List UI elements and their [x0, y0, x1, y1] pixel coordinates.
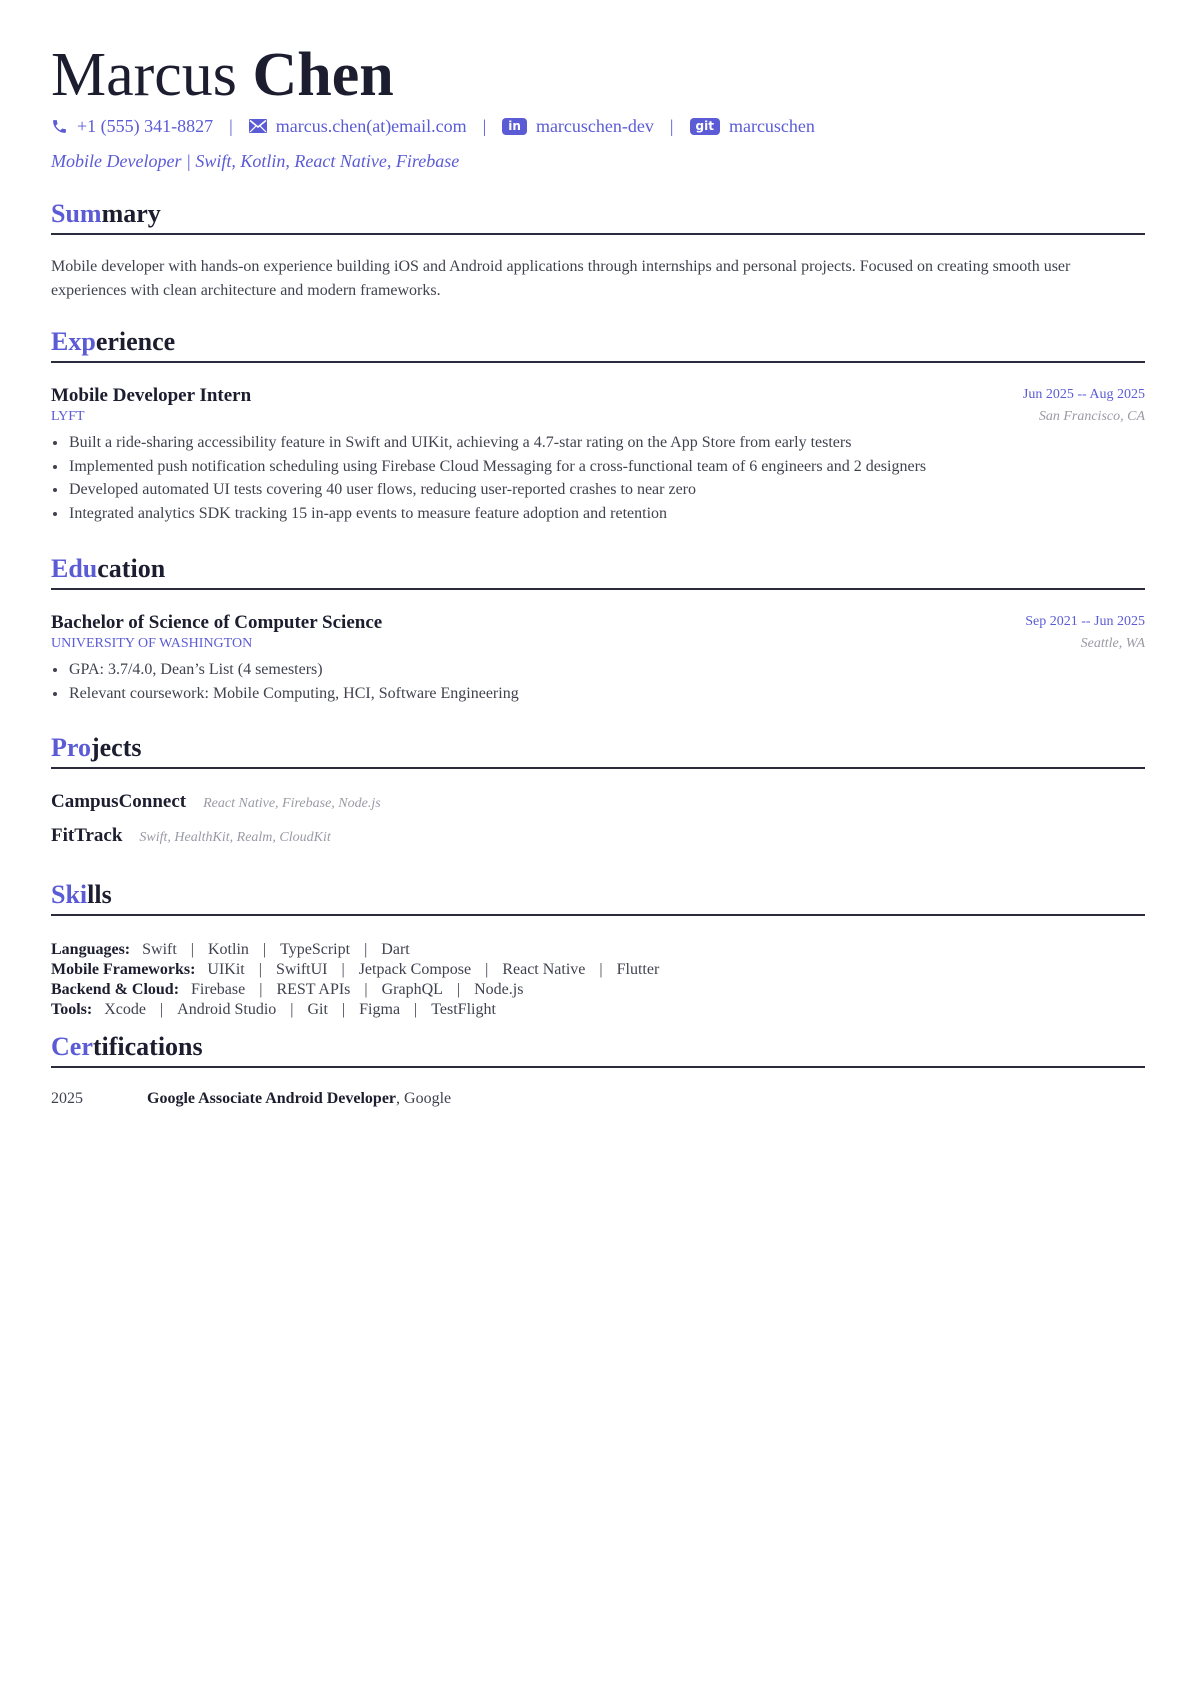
skill-separator: | [290, 1001, 294, 1018]
heading-rest: tifications [92, 1032, 203, 1061]
summary-text: Mobile developer with hands-on experience building iOS and Android applications through internships and personal projects. Focused on creating smooth user experiences with clean architecture and modern frameworks. [51, 258, 1071, 299]
skill-item: Figma [359, 1001, 401, 1018]
education-bullets [51, 658, 1145, 705]
skill-category: Mobile Frameworks: [51, 961, 196, 978]
certification-name: Google Associate Android Developer [147, 1090, 397, 1107]
company-name: LYFT [51, 409, 85, 424]
heading-accent: Cer [51, 1032, 93, 1061]
first-name: Marcus [51, 41, 237, 109]
skill-item: TestFlight [431, 1001, 496, 1018]
bullet-item: Integrated analytics SDK tracking 15 in-app events to measure feature adoption and retention [51, 502, 1145, 526]
job-title: Mobile Developer Intern [51, 385, 252, 406]
skill-item: Swift [142, 941, 177, 958]
section-heading [51, 327, 1145, 363]
section-heading [51, 554, 1145, 590]
skill-separator: | [341, 1001, 346, 1018]
contact-separator: | [229, 115, 233, 136]
linkedin-icon: in [502, 118, 527, 135]
education-dates: Sep 2021 -- Jun 2025 [1025, 614, 1145, 629]
experience-section [51, 327, 1145, 525]
skill-row [51, 980, 1145, 1000]
contact-separator: | [482, 115, 487, 136]
project-item [51, 791, 1145, 813]
certification-issuer: , Google [396, 1090, 452, 1107]
skill-separator: | [414, 1001, 418, 1018]
education-location: Seattle, WA [1080, 636, 1145, 651]
experience-bullets [51, 431, 1145, 525]
skill-item: REST APIs [276, 981, 351, 998]
phone-text: +1 (555) 341-8827 [77, 115, 214, 136]
skill-item: Firebase [191, 981, 246, 998]
certification-year: 2025 [51, 1090, 83, 1107]
project-item [51, 825, 1145, 847]
skill-category: Backend & Cloud: [51, 981, 180, 998]
bullet-item: Relevant coursework: Mobile Computing, HCI, Software Engineering [51, 682, 1145, 706]
skill-item: Node.js [474, 981, 524, 998]
headline: Mobile Developer | Swift, Kotlin, React Native, Firebase [51, 151, 460, 171]
skill-separator: | [599, 961, 603, 978]
skill-row [51, 960, 1145, 980]
heading-accent: Ski [51, 880, 88, 909]
section-heading [51, 199, 1145, 235]
skill-row [51, 1000, 1145, 1020]
summary-section [51, 199, 1145, 303]
contact-bar [51, 113, 815, 139]
section-heading [51, 880, 1145, 916]
skill-separator: | [159, 1001, 164, 1018]
heading-rest: erience [95, 327, 176, 356]
skill-item: Xcode [104, 1001, 146, 1018]
envelope-icon [249, 119, 267, 133]
heading-accent: Edu [51, 554, 98, 583]
skill-category: Tools: [51, 1001, 93, 1018]
skill-separator: | [341, 961, 345, 978]
heading-accent: Pro [51, 733, 91, 762]
skill-item: Jetpack Compose [358, 961, 472, 978]
section-heading [51, 733, 1145, 769]
school-name: UNIVERSITY OF WASHINGTON [51, 636, 253, 651]
contact-linkedin[interactable] [502, 116, 654, 137]
skill-item: GraphQL [381, 981, 443, 998]
section-heading [51, 1032, 1145, 1068]
skill-separator: | [262, 941, 267, 958]
certification-item [51, 1090, 1145, 1108]
skill-item: Dart [381, 941, 410, 958]
heading-rest: lls [87, 880, 112, 909]
bullet-item: Developed automated UI tests covering 40 user flows, reducing user-reported crashes to near zero [51, 478, 1145, 502]
heading-rest: cation [97, 554, 166, 583]
education-section [51, 554, 1145, 705]
github-icon: git [690, 118, 720, 135]
heading-rest: jects [90, 733, 142, 762]
bullet-item: GPA: 3.7/4.0, Dean’s List (4 semesters) [51, 658, 1145, 682]
skill-item: Flutter [616, 961, 660, 978]
skill-item: UIKit [207, 961, 245, 978]
project-tech: Swift, HealthKit, Realm, CloudKit [139, 830, 331, 845]
bullet-item: Implemented push notification scheduling using Firebase Cloud Messaging for a cross-functional team of 6 engineers and 2 designers [51, 455, 1145, 479]
last-name: Chen [252, 41, 394, 109]
heading-accent: Sum [51, 199, 102, 228]
skill-separator: | [259, 981, 263, 998]
skill-separator: | [190, 941, 194, 958]
github-text: marcuschen [728, 115, 815, 136]
project-name: CampusConnect [51, 791, 187, 812]
contact-phone[interactable] [51, 116, 213, 137]
skill-separator: | [364, 981, 368, 998]
candidate-name [51, 40, 394, 110]
heading-rest: mary [101, 199, 161, 228]
bullet-item: Built a ride-sharing accessibility feature in Swift and UIKit, achieving a 4.7-star rating on the App Store from early testers [51, 431, 1145, 455]
skill-separator: | [258, 961, 262, 978]
skill-item: React Native [502, 961, 586, 978]
degree-title: Bachelor of Science of Computer Science [51, 612, 383, 633]
skill-item: TypeScript [280, 941, 351, 958]
skill-item: Git [307, 1001, 328, 1018]
skill-item: SwiftUI [275, 961, 328, 978]
email-text: marcus.chen(at)email.com [275, 115, 467, 136]
skill-separator: | [364, 941, 368, 958]
project-tech: React Native, Firebase, Node.js [203, 796, 381, 811]
skills-list [51, 940, 1145, 1020]
contact-email[interactable] [249, 116, 467, 137]
phone-icon [51, 118, 68, 135]
experience-entry [51, 385, 1145, 525]
contact-separator: | [669, 115, 674, 136]
skill-separator: | [485, 961, 489, 978]
skill-row [51, 940, 1145, 960]
project-name: FitTrack [51, 825, 123, 846]
job-dates: Jun 2025 -- Aug 2025 [1022, 387, 1145, 402]
heading-accent: Exp [51, 327, 96, 356]
job-location: San Francisco, CA [1038, 409, 1145, 424]
certifications-section [51, 1032, 1145, 1108]
skills-section [51, 880, 1145, 1020]
projects-section [51, 733, 1145, 847]
education-entry [51, 612, 1145, 705]
linkedin-text: marcuschen-dev [535, 115, 654, 136]
skill-category: Languages: [51, 941, 131, 958]
skill-separator: | [456, 981, 461, 998]
contact-github[interactable] [690, 116, 815, 137]
skill-item: Kotlin [208, 941, 249, 958]
skill-item: Android Studio [177, 1001, 277, 1018]
